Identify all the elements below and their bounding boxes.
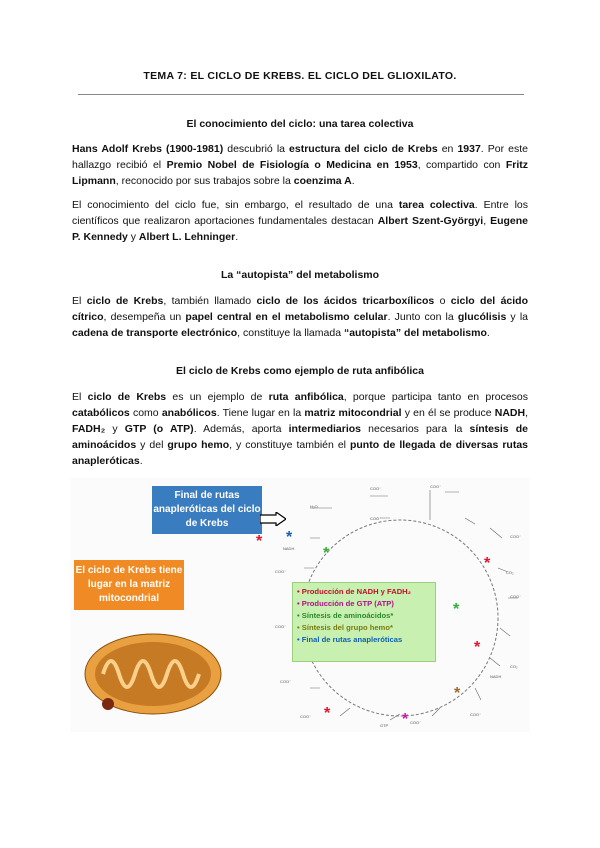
legend-box	[292, 582, 436, 662]
text-run: y	[105, 423, 125, 435]
svg-text:GTP: GTP	[380, 723, 389, 728]
text-run: y	[127, 231, 139, 243]
bold-text: ciclo de los ácidos tricarboxílicos	[256, 295, 435, 307]
text-run: . Tiene lugar en la	[216, 407, 305, 419]
bold-text: NADH	[494, 407, 526, 419]
svg-text:COO⁻: COO⁻	[410, 720, 422, 725]
bold-text: “autopista” del metabolismo	[343, 327, 487, 339]
text-run: El conocimiento del ciclo fue, sin embargo, el resultado de una	[72, 199, 399, 211]
svg-text:NADH: NADH	[490, 674, 502, 679]
bold-text: catabólicos	[72, 407, 130, 419]
text-run: como	[129, 407, 162, 419]
svg-text:COO⁻: COO⁻	[280, 679, 292, 684]
green-asterisk-icon: *	[453, 601, 460, 618]
svg-text:COO⁻: COO⁻	[510, 594, 522, 599]
text-run: o	[434, 295, 451, 307]
red-asterisk-icon: *	[484, 555, 491, 572]
text-run: .	[139, 455, 143, 467]
text-run: El	[72, 295, 87, 307]
text-run: y la	[506, 311, 528, 323]
text-run: descubrió la	[223, 143, 290, 155]
svg-text:NADH: NADH	[283, 546, 295, 551]
section-heading-3: El ciclo de Krebs como ejemplo de ruta anfibólica	[176, 365, 424, 377]
text-run: El	[72, 391, 88, 403]
bold-text: glucólisis	[457, 311, 507, 323]
krebs-cycle-figure	[70, 478, 530, 732]
svg-text:COO⁻: COO⁻	[275, 569, 287, 574]
section-heading-2: La “autopista” del metabolismo	[220, 269, 380, 281]
bold-text: ciclo de Krebs	[86, 295, 164, 307]
svg-text:COO⁻: COO⁻	[300, 714, 312, 719]
bold-text: ruta anfibólica	[268, 391, 344, 403]
bold-text: Hans Adolf Krebs (1900-1981)	[72, 143, 224, 155]
paragraph-autopista	[72, 293, 528, 341]
text-run: , porque participa tanto en procesos	[343, 391, 529, 403]
svg-text:CO₂: CO₂	[510, 664, 518, 669]
bold-text: cadena de transporte electrónico	[72, 327, 238, 339]
mitochondrial-matrix-box: El ciclo de Krebs tiene lugar en la matriz mitocondrial	[74, 560, 184, 610]
text-run: , reconocido por sus trabajos sobre la	[115, 175, 294, 187]
bold-text: síntesis de aminoácidos	[72, 423, 528, 451]
text-run: ,	[483, 215, 491, 227]
text-run: . Entre los científicos que realizaron aportaciones fundamentales destacan	[72, 199, 528, 227]
svg-text:COO⁻: COO⁻	[510, 534, 522, 539]
text-run: ,	[525, 407, 529, 419]
bold-text: Premio Nobel de Fisiología o Medicina en 1953	[166, 159, 418, 171]
text-run: y del	[136, 439, 168, 451]
text-run: necesarios para la	[361, 423, 470, 435]
text-run: . Junto con la	[387, 311, 458, 323]
bold-text: Albert Szent-Györgyi	[377, 215, 484, 227]
section-heading-1: El conocimiento del ciclo: una tarea colectiva	[186, 118, 414, 130]
magenta-asterisk-icon: *	[402, 711, 409, 728]
svg-text:COO⁻: COO⁻	[370, 486, 382, 491]
arrow-icon	[260, 512, 286, 526]
legend-item: • Producción de NADH y FADH₂	[297, 587, 412, 596]
text-run: y en él se produce	[401, 407, 495, 419]
text-run: , y constituye también el	[229, 439, 350, 451]
bold-text: Albert L. Lehninger	[138, 231, 236, 243]
green-asterisk-icon: *	[323, 545, 330, 562]
bold-text: ciclo del ácido cítrico	[72, 295, 529, 323]
legend-item: • Síntesis del grupo hemo*	[297, 623, 393, 632]
red-asterisk-icon: *	[474, 639, 481, 656]
bold-text: tarea colectiva	[398, 199, 475, 211]
bold-text: 1937	[457, 143, 481, 155]
brown-asterisk-icon: *	[454, 685, 461, 702]
bold-text: intermediarios	[288, 423, 361, 435]
title-divider	[78, 94, 524, 95]
bold-text: grupo hemo	[167, 439, 230, 451]
text-run: . Por este hallazgo recibió el	[72, 143, 528, 171]
bold-text: coenzima A	[293, 175, 352, 187]
page-title: TEMA 7: EL CICLO DE KREBS. EL CICLO DEL GLIOXILATO.	[143, 70, 457, 82]
text-run: es un ejemplo de	[166, 391, 269, 403]
paragraph-anfibolica	[72, 389, 528, 469]
svg-text:CO₂: CO₂	[506, 570, 514, 575]
text-run: .	[351, 175, 355, 187]
bold-text: matriz mitocondrial	[304, 407, 402, 419]
blue-asterisk-icon: *	[286, 529, 293, 546]
text-run: .	[235, 231, 239, 243]
text-run: .	[486, 327, 490, 339]
legend-item: • Síntesis de aminoácidos*	[297, 611, 394, 620]
mitochondrion-illustration	[78, 614, 228, 724]
bold-text: papel central en el metabolismo celular	[185, 311, 388, 323]
bold-text: Fritz Lipmann	[72, 159, 528, 187]
text-run: . Además, aporta	[193, 423, 289, 435]
text-run: , desempeña un	[103, 311, 186, 323]
svg-text:COO⁻: COO⁻	[370, 516, 382, 521]
bold-text: anabólicos	[161, 407, 217, 419]
text-run: , compartido con	[417, 159, 506, 171]
bold-text: estructura del ciclo de Krebs	[289, 143, 438, 155]
text-run: , constituye la llamada	[237, 327, 344, 339]
bold-text: Eugene P. Kennedy	[72, 215, 529, 243]
bold-text: punto de llegada de diversas rutas anapleróticas	[72, 439, 529, 467]
red-asterisk-icon: *	[324, 705, 331, 722]
svg-text:COO⁻: COO⁻	[430, 484, 442, 489]
paragraph-collective-task	[72, 197, 528, 245]
bold-text: GTP (o ATP)	[124, 423, 194, 435]
paragraph-krebs-history	[72, 141, 528, 189]
text-run: en	[437, 143, 458, 155]
svg-text:COO⁻: COO⁻	[275, 624, 287, 629]
bold-text: FADH₂	[72, 423, 106, 435]
anaplerotic-box: Final de rutas anapleróticas del ciclo de Krebs	[152, 486, 262, 534]
red-asterisk-icon: *	[256, 533, 263, 550]
legend-item: • Final de rutas anapleróticas	[297, 635, 403, 644]
legend-item: • Producción de GTP (ATP)	[297, 599, 394, 608]
svg-text:H₂O: H₂O	[310, 504, 318, 509]
text-run: , también llamado	[163, 295, 257, 307]
svg-text:COO⁻: COO⁻	[470, 712, 482, 717]
bold-text: ciclo de Krebs	[87, 391, 167, 403]
